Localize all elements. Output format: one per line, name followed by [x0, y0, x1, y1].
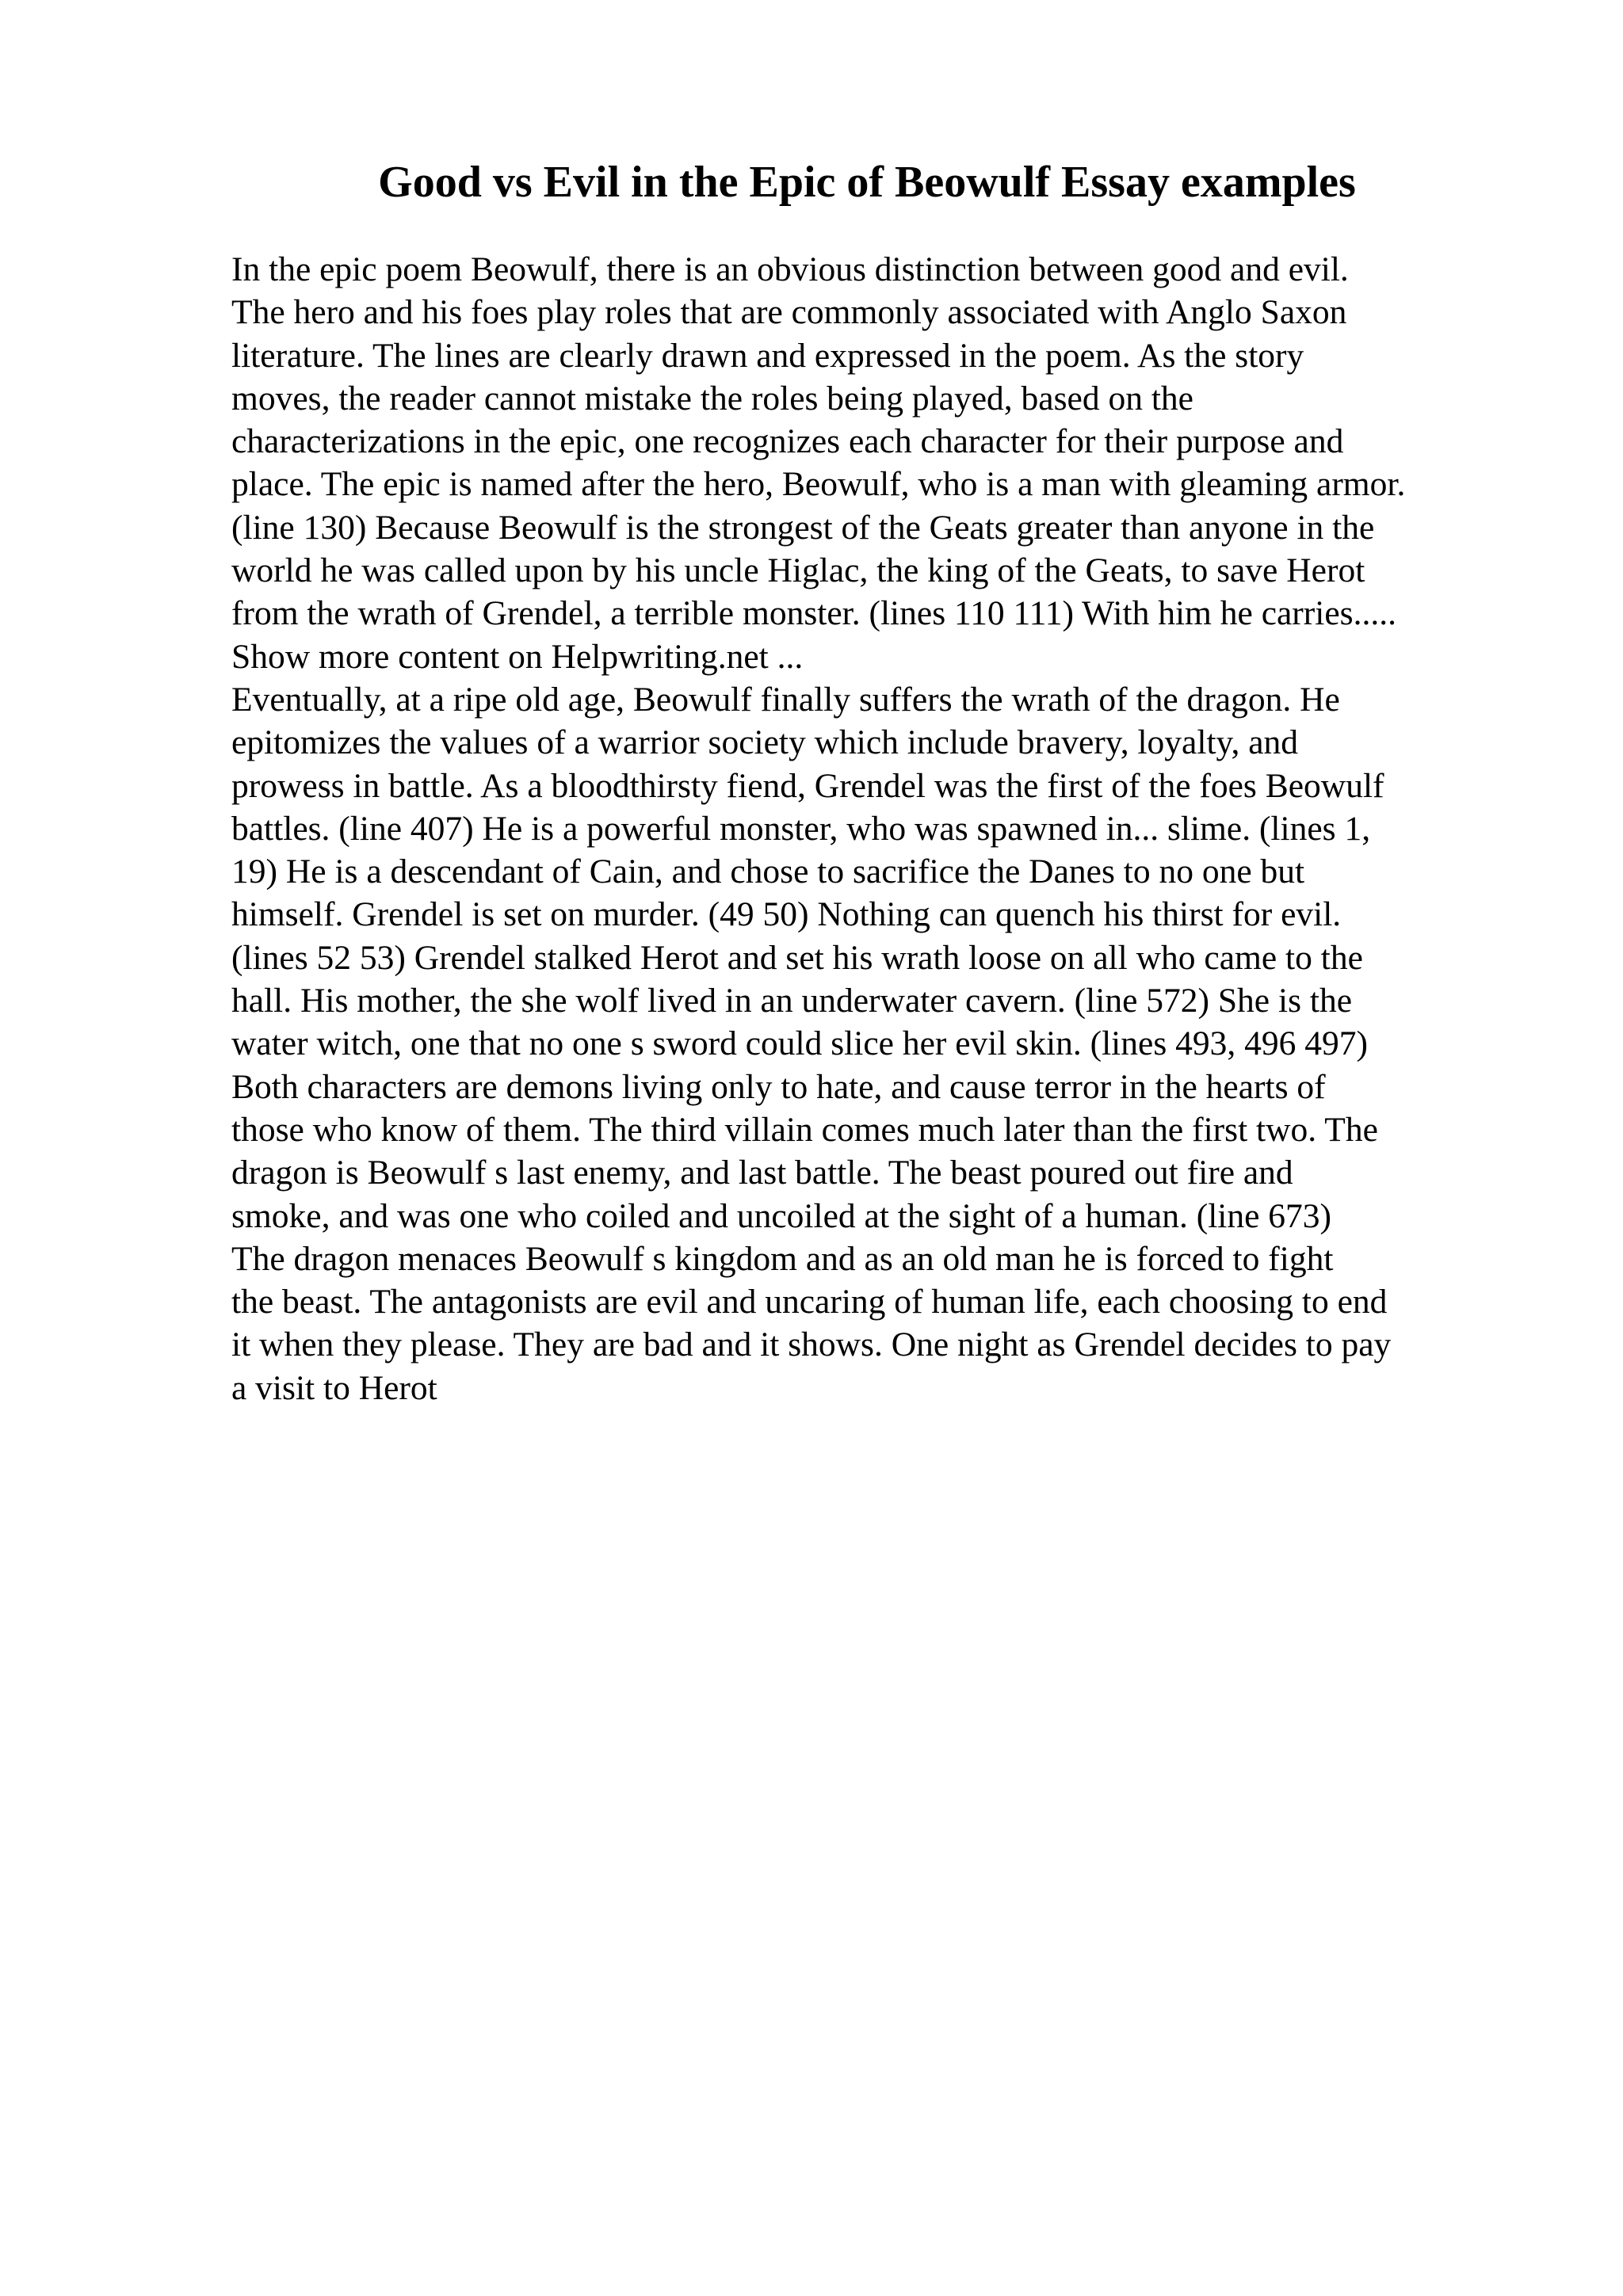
- body-line: (lines 52 53) Grendel stalked Herot and set his wrath loose on all who came to the: [231, 938, 1363, 977]
- body-line: characterizations in the epic, one recognizes each character for their purpose and: [231, 422, 1344, 461]
- body-line: literature. The lines are clearly drawn and expressed in the poem. As the story: [231, 336, 1304, 375]
- show-more-line: Show more content on Helpwriting.net ...: [231, 637, 804, 676]
- body-line: moves, the reader cannot mistake the roles being played, based on the: [231, 379, 1193, 418]
- body-line: smoke, and was one who coiled and uncoiled at the sight of a human. (line 673): [231, 1196, 1332, 1235]
- body-line: water witch, one that no one s sword could slice her evil skin. (lines 493, 496 497): [231, 1024, 1368, 1063]
- body-line: In the epic poem Beowulf, there is an obvious distinction between good and evil.: [231, 250, 1349, 288]
- body-line: from the wrath of Grendel, a terrible monster. (lines 110 111) With him he carries.....: [231, 594, 1396, 633]
- body-line: hall. His mother, the she wolf lived in an underwater cavern. (line 572) She is the: [231, 982, 1353, 1020]
- document-body: [231, 248, 1531, 1409]
- body-line: epitomizes the values of a warrior society which include bravery, loyalty, and: [231, 723, 1299, 762]
- body-line: place. The epic is named after the hero, Beowulf, who is a man with gleaming armor.: [231, 465, 1406, 504]
- body-line: himself. Grendel is set on murder. (49 50) Nothing can quench his thirst for evil.: [231, 895, 1342, 934]
- body-line: (line 130) Because Beowulf is the strongest of the Geats greater than anyone in the: [231, 508, 1375, 547]
- body-line: Eventually, at a ripe old age, Beowulf finally suffers the wrath of the dragon. He: [231, 680, 1340, 719]
- body-line: The hero and his foes play roles that are commonly associated with Anglo Saxon: [231, 293, 1347, 332]
- body-line: a visit to Herot: [231, 1368, 437, 1407]
- body-line: The dragon menaces Beowulf s kingdom and as an old man he is forced to fight: [231, 1239, 1334, 1278]
- body-line: Both characters are demons living only to hate, and cause terror in the hearts of: [231, 1067, 1326, 1106]
- body-line: battles. (line 407) He is a powerful monster, who was spawned in... slime. (lines 1,: [231, 809, 1371, 848]
- body-line: those who know of them. The third villain comes much later than the first two. The: [231, 1110, 1378, 1149]
- body-line: the beast. The antagonists are evil and uncaring of human life, each choosing to end: [231, 1283, 1388, 1322]
- body-line: dragon is Beowulf s last enemy, and last battle. The beast poured out fire and: [231, 1154, 1293, 1192]
- body-line: it when they please. They are bad and it shows. One night as Grendel decides to pay: [231, 1325, 1392, 1364]
- body-line: 19) He is a descendant of Cain, and chose to sacrifice the Danes to no one but: [231, 852, 1305, 891]
- body-line: prowess in battle. As a bloodthirsty fiend, Grendel was the first of the foes Beowulf: [231, 766, 1384, 805]
- body-line: world he was called upon by his uncle Higlac, the king of the Geats, to save Herot: [231, 551, 1365, 590]
- document-title: Good vs Evil in the Epic of Beowulf Essay examples: [378, 158, 1356, 207]
